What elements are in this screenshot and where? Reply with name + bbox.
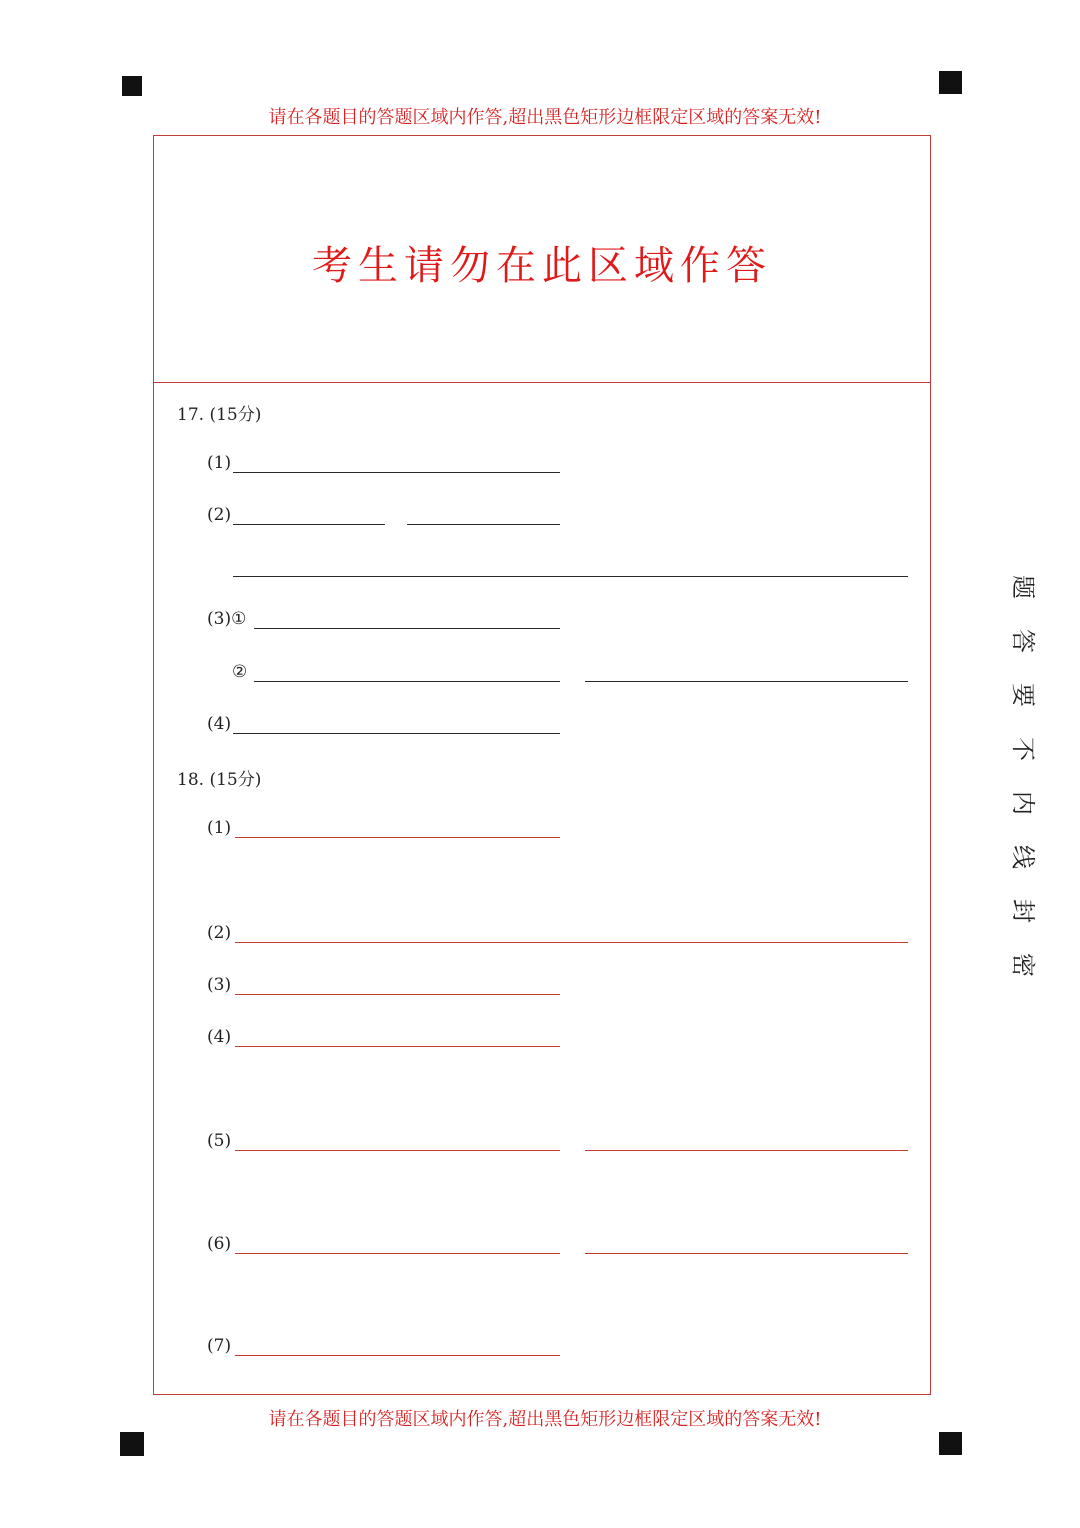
q18-answer-line-3[interactable] bbox=[235, 994, 560, 995]
q17-label-3-2: ② bbox=[232, 662, 248, 682]
header-notice: 请在各题目的答题区域内作答,超出黑色矩形边框限定区域的答案无效! bbox=[268, 107, 822, 128]
seal-char: 题 bbox=[1009, 575, 1037, 599]
q18-label-6: (6) bbox=[207, 1234, 232, 1254]
q18-label-3: (3) bbox=[207, 975, 232, 995]
footer-notice: 请在各题目的答题区域内作答,超出黑色矩形边框限定区域的答案无效! bbox=[268, 1409, 822, 1430]
q17-label-2: (2) bbox=[207, 505, 232, 525]
q18-answer-line-6a[interactable] bbox=[235, 1253, 560, 1254]
corner-marker-top-right bbox=[939, 71, 962, 94]
q17-answer-line-2b[interactable] bbox=[407, 524, 560, 525]
seal-char: 要 bbox=[1009, 683, 1037, 707]
corner-marker-bottom-left bbox=[120, 1432, 144, 1456]
seal-char: 密 bbox=[1009, 953, 1037, 977]
q18-answer-line-5a[interactable] bbox=[235, 1150, 560, 1151]
seal-char: 不 bbox=[1009, 737, 1037, 761]
q18-answer-line-5b[interactable] bbox=[585, 1150, 908, 1151]
q17-label-3-1: (3)① bbox=[207, 609, 247, 629]
q17-label-4: (4) bbox=[207, 714, 232, 734]
q17-answer-line-1[interactable] bbox=[233, 472, 560, 473]
q17-answer-line-3-1[interactable] bbox=[254, 628, 560, 629]
q18-answer-line-2[interactable] bbox=[235, 942, 908, 943]
seal-line-warning bbox=[1006, 560, 1040, 992]
q18-label-2: (2) bbox=[207, 923, 232, 943]
answer-frame bbox=[153, 135, 931, 1395]
q17-label-1: (1) bbox=[207, 453, 232, 473]
corner-marker-bottom-right bbox=[939, 1432, 962, 1455]
q17-answer-line-4[interactable] bbox=[233, 733, 560, 734]
q17-heading: 17. (15分) bbox=[177, 405, 262, 425]
q18-answer-line-4[interactable] bbox=[235, 1046, 560, 1047]
q17-answer-line-3-2b[interactable] bbox=[585, 681, 908, 682]
corner-marker-top-left bbox=[122, 76, 142, 96]
q18-answer-line-6b[interactable] bbox=[585, 1253, 908, 1254]
q18-label-1: (1) bbox=[207, 818, 232, 838]
no-write-zone-text: 考生请勿在此区域作答 bbox=[312, 243, 772, 289]
q18-heading: 18. (15分) bbox=[177, 770, 262, 790]
q18-answer-line-7[interactable] bbox=[235, 1355, 560, 1356]
q18-answer-line-1[interactable] bbox=[235, 837, 560, 838]
q18-label-5: (5) bbox=[207, 1131, 232, 1151]
seal-char: 线 bbox=[1009, 845, 1037, 869]
q18-label-7: (7) bbox=[207, 1336, 232, 1356]
q17-answer-line-2c[interactable] bbox=[233, 576, 908, 577]
seal-char: 封 bbox=[1009, 899, 1037, 923]
seal-char: 内 bbox=[1009, 791, 1037, 815]
q17-answer-line-3-2a[interactable] bbox=[254, 681, 560, 682]
q18-label-4: (4) bbox=[207, 1027, 232, 1047]
q17-answer-line-2a[interactable] bbox=[233, 524, 385, 525]
no-write-zone bbox=[154, 136, 930, 383]
seal-char: 答 bbox=[1009, 629, 1037, 653]
